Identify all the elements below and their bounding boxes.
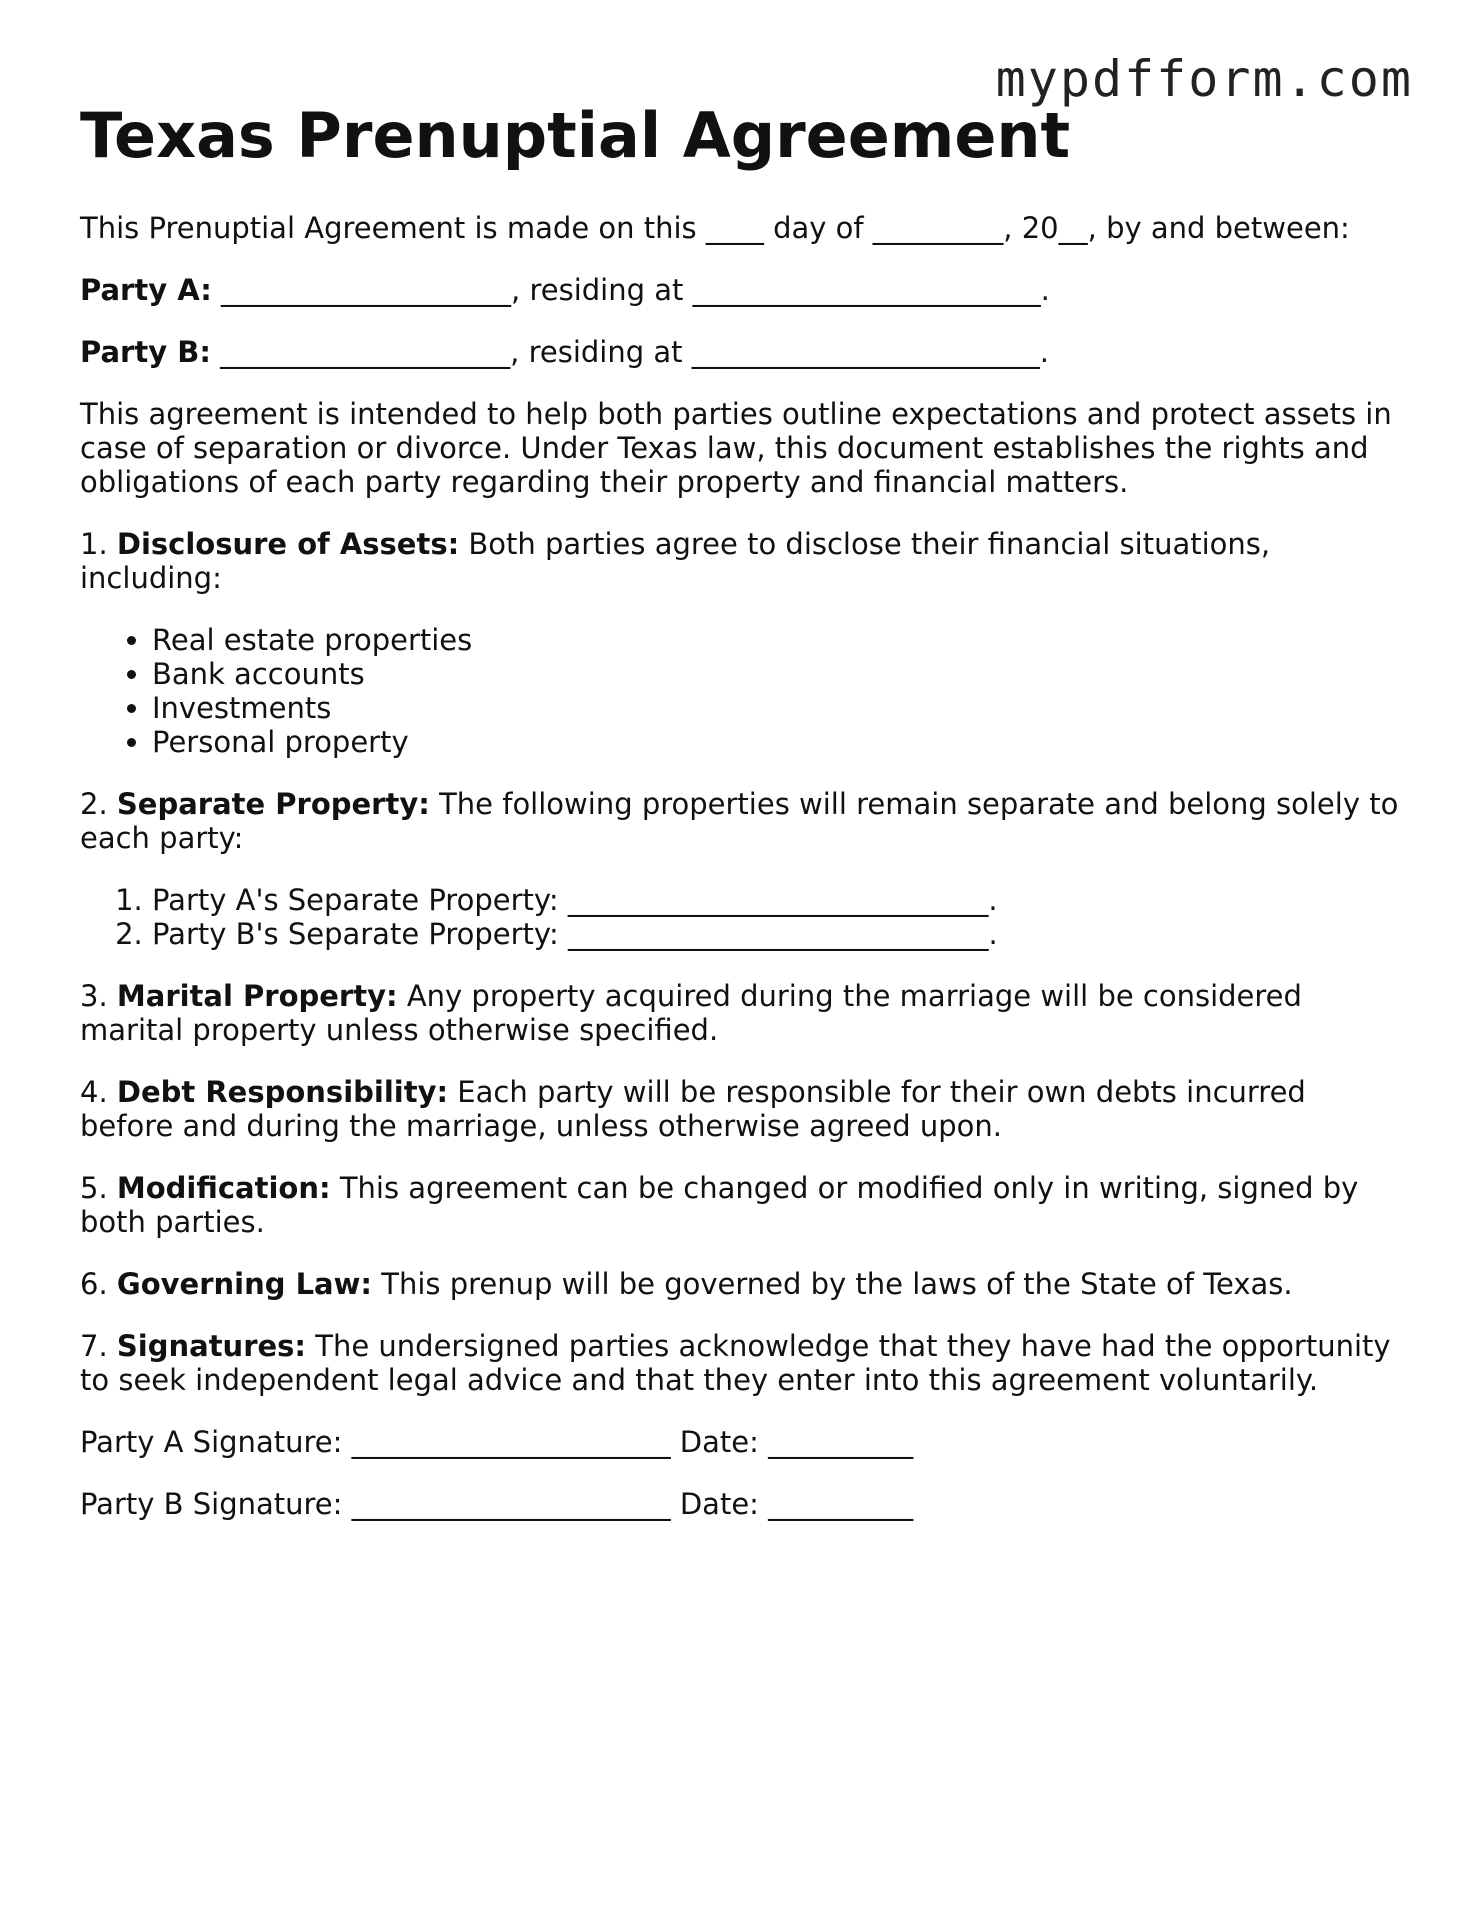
- party-a-line: [80, 273, 1400, 307]
- section-heading: Disclosure of Assets:: [116, 527, 460, 562]
- section-disclosure: [80, 527, 1400, 595]
- section-text: The following properties will remain separate and belong solely to each party:: [80, 787, 1399, 856]
- section-marital-property: [80, 979, 1400, 1047]
- party-a-signature-line: Party A Signature: ______________________ Date: __________: [80, 1425, 914, 1460]
- list-item: • Real estate properties: [152, 623, 1400, 657]
- list-item: 2. Party B's Separate Property: _____________________________.: [152, 917, 1400, 951]
- section-heading: Signatures:: [116, 1329, 307, 1364]
- section-text: Each party will be responsible for their own debts incurred before and during the marriage, unless otherwise agreed upon.: [80, 1075, 1306, 1144]
- section-separate-property: [80, 787, 1400, 855]
- separate-property-list: [80, 883, 1400, 951]
- section-heading: Marital Property:: [116, 979, 398, 1014]
- section-text: Any property acquired during the marriage will be considered marital property unless otherwise specified.: [80, 979, 1302, 1048]
- document-page: [80, 100, 1400, 1549]
- list-item: • Investments: [152, 691, 1400, 725]
- section-number: 2.: [80, 787, 117, 822]
- asset-list: [80, 623, 1400, 759]
- party-b-line: [80, 335, 1400, 369]
- party-a-fields: ____________________, residing at ________________________.: [211, 273, 1050, 308]
- section-number: 3.: [80, 979, 117, 1014]
- section-number: 4.: [80, 1075, 117, 1110]
- section-text: Both parties agree to disclose their financial situations, including:: [80, 527, 1271, 596]
- section-text: This prenup will be governed by the laws of the State of Texas.: [372, 1267, 1293, 1302]
- section-heading: Debt Responsibility:: [116, 1075, 449, 1110]
- section-number: 5.: [80, 1171, 117, 1206]
- section-text: The undersigned parties acknowledge that they have had the opportunity to seek independent legal advice and that they enter into this agreement voluntarily.: [80, 1329, 1391, 1398]
- section-heading: Governing Law:: [116, 1267, 373, 1302]
- section-number: 6.: [80, 1267, 117, 1302]
- list-item: • Bank accounts: [152, 657, 1400, 691]
- party-b-signature-line: Party B Signature: ______________________ Date: __________: [80, 1487, 914, 1522]
- section-debt-responsibility: [80, 1075, 1400, 1143]
- section-number: 1.: [80, 527, 117, 562]
- section-heading: Modification:: [116, 1171, 331, 1206]
- party-b-label: Party B:: [80, 335, 211, 370]
- section-number: 7.: [80, 1329, 117, 1364]
- purpose-paragraph: This agreement is intended to help both parties outline expectations and protect assets in case of separation or divorce. Under Texas law, this document establishes the rights and obligations of each party regarding their property and financial matters.: [80, 397, 1392, 500]
- page-title: Texas Prenuptial Agreement: [80, 99, 1071, 172]
- section-modification: [80, 1171, 1400, 1239]
- list-item: • Personal property: [152, 725, 1400, 759]
- intro-paragraph: This Prenuptial Agreement is made on this ____ day of _________, 20__, by and between:: [80, 211, 1350, 246]
- party-b-fields: ____________________, residing at ________________________.: [210, 335, 1049, 370]
- section-heading: Separate Property:: [116, 787, 430, 822]
- section-governing-law: [80, 1267, 1400, 1301]
- list-item: 1. Party A's Separate Property: _____________________________.: [152, 883, 1400, 917]
- section-text: This agreement can be changed or modified only in writing, signed by both parties.: [80, 1171, 1359, 1240]
- watermark: mypdfform.com: [995, 50, 1413, 108]
- section-signatures: [80, 1329, 1400, 1397]
- party-a-label: Party A:: [80, 273, 212, 308]
